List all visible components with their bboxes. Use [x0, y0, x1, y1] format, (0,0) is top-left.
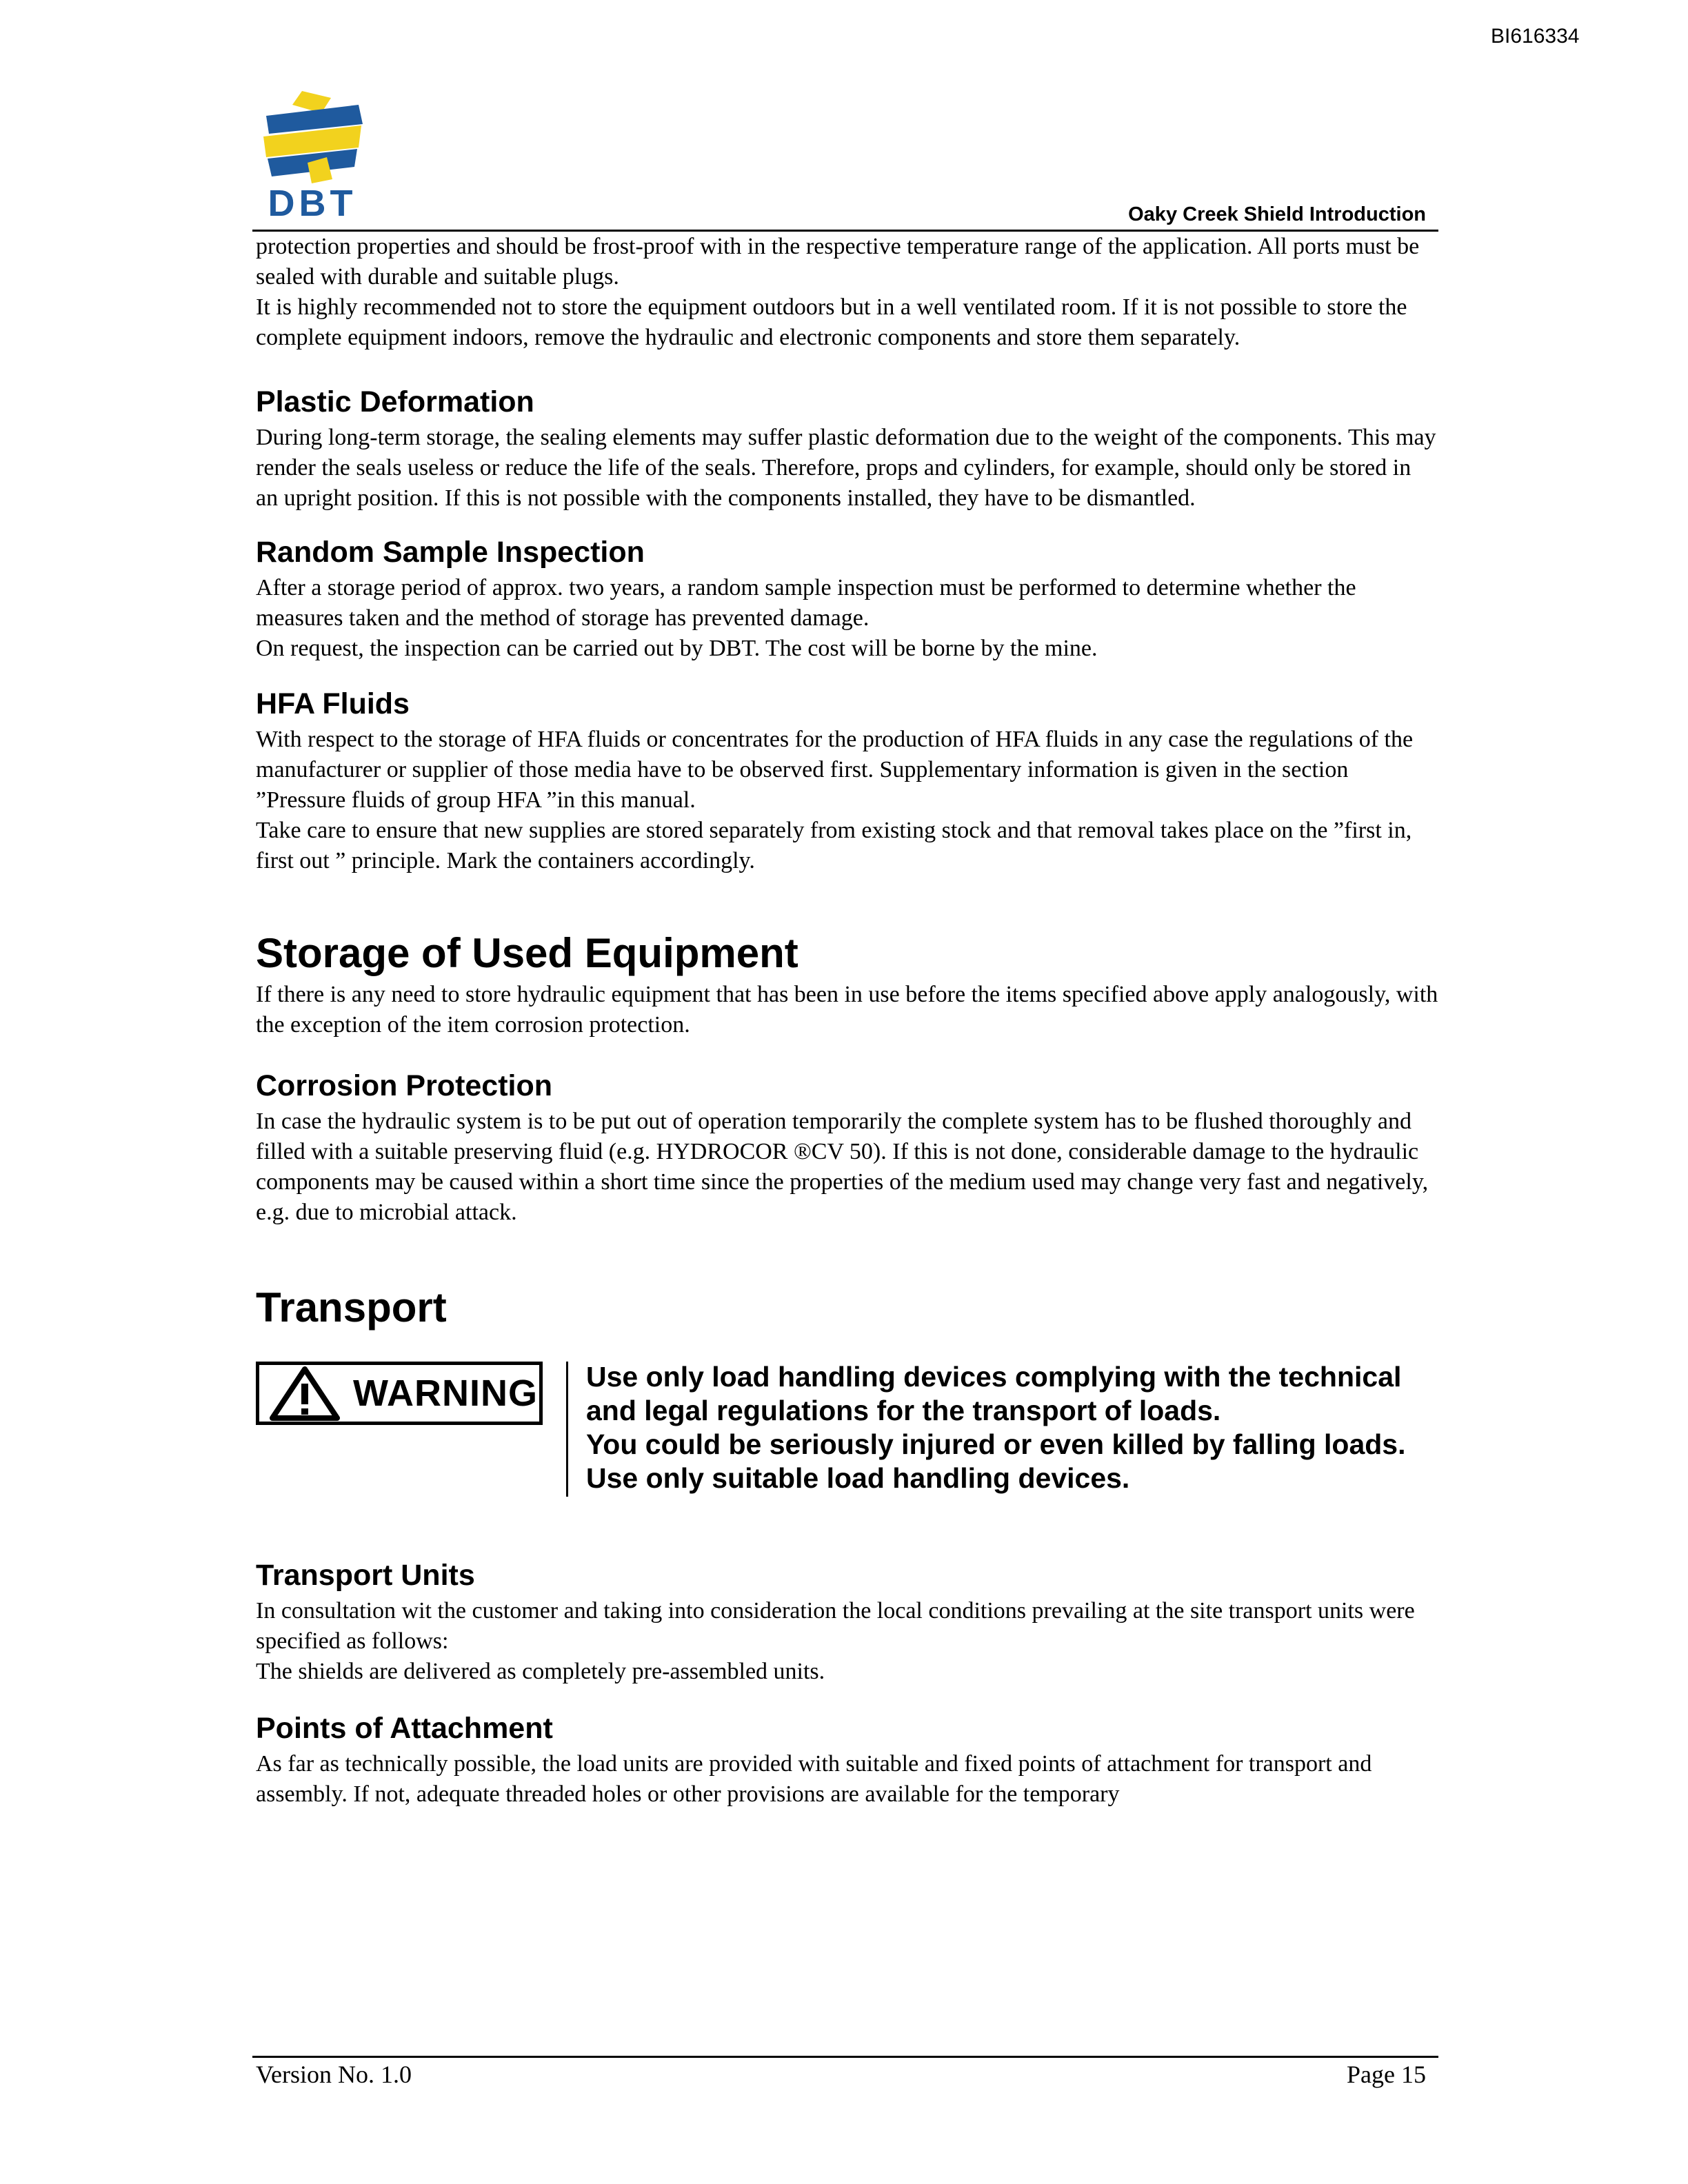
warning-text: [586, 1360, 1438, 1495]
heading-points-of-attachment: Points of Attachment: [256, 1712, 553, 1745]
header-title: Oaky Creek Shield Introduction: [1128, 203, 1426, 225]
page-content: [256, 232, 1438, 1810]
intro-paragraph: protection properties and should be frost-proof with in the respective temperature range of the application. All ports must be sealed with durable and suitable plugs.: [256, 234, 1420, 290]
warning-triangle-icon: [269, 1366, 341, 1421]
heading-hfa-fluids: HFA Fluids: [256, 687, 410, 720]
warning-divider: [566, 1362, 568, 1497]
footer-page-number: Page 15: [1347, 2061, 1426, 2088]
used-paragraph: If there is any need to store hydraulic equipment that has been in use before the items specified above apply analogously, with the exception of the item corrosion protection.: [256, 982, 1438, 1038]
hfa-paragraph: Take care to ensure that new supplies are stored separately from existing stock and that removal takes place on the ”first in, first out ” principle. Mark the containers accordingly.: [256, 818, 1412, 873]
warning-line: Use only load handling devices complying with the technical and legal regulations for the transport of loads.: [586, 1361, 1402, 1426]
dbt-logo-icon: [261, 91, 364, 229]
heading-transport: Transport: [256, 1284, 447, 1331]
warning-line: Use only suitable load handling devices.: [586, 1462, 1130, 1494]
warning-label: WARNING: [353, 1373, 538, 1414]
units-paragraph: In consultation wit the customer and taking into consideration the local conditions prevailing at the site transport units were specified as follows:: [256, 1598, 1415, 1654]
hfa-paragraph: With respect to the storage of HFA fluids or concentrates for the production of HFA fluids in any case the regulations of the manufacturer or supplier of those media have to be observed first. Supplementary information is given in the section ”Pressure fluids of group HFA ”in this manual.: [256, 727, 1414, 813]
plastic-paragraph: During long-term storage, the sealing elements may suffer plastic deformation due to the weight of the components. This may render the seals useless or reduce the life of the seals. Therefore, props and cylinders, for example, should only be stored in an upright position. If this is not possible with the components installed, they have to be dismantled.: [256, 425, 1436, 511]
heading-plastic-deformation: Plastic Deformation: [256, 385, 534, 418]
heading-random-sample-inspection: Random Sample Inspection: [256, 536, 645, 569]
warning-block: [256, 1362, 1438, 1497]
warning-badge: [256, 1362, 543, 1425]
heading-transport-units: Transport Units: [256, 1559, 475, 1592]
intro-paragraph: It is highly recommended not to store the equipment outdoors but in a well ventilated room. If it is not possible to store the complete equipment indoors, remove the hydraulic and electronic components and store them separately.: [256, 294, 1407, 350]
footer-version: Version No. 1.0: [256, 2061, 412, 2088]
heading-corrosion-protection: Corrosion Protection: [256, 1069, 553, 1102]
footer-rule: [252, 2056, 1438, 2058]
logo-graphic: [261, 91, 364, 185]
units-paragraph: The shields are delivered as completely pre-assembled units.: [256, 1659, 825, 1684]
attachment-paragraph: As far as technically possible, the load units are provided with suitable and fixed points of attachment for transport and assembly. If not, adequate threaded holes or other provisions are available for the temporary: [256, 1751, 1372, 1807]
corrosion-paragraph: In case the hydraulic system is to be put out of operation temporarily the complete system has to be flushed thoroughly and filled with a suitable preserving fluid (e.g. HYDROCOR ®CV 50). If this is not done, considerable damage to the hydraulic components may be caused within a short time since the properties of the medium used may change very fast and negatively, e.g. due to microbial attack.: [256, 1109, 1429, 1225]
logo-text: DBT: [268, 183, 357, 224]
random-paragraph: After a storage period of approx. two years, a random sample inspection must be performed to determine whether the measures taken and the method of storage has prevented damage.: [256, 575, 1356, 631]
random-paragraph: On request, the inspection can be carried out by DBT. The cost will be borne by the mine.: [256, 636, 1098, 661]
warning-line: You could be seriously injured or even killed by falling loads.: [586, 1428, 1406, 1460]
heading-storage-of-used-equipment: Storage of Used Equipment: [256, 930, 798, 976]
document-id: BI616334: [1491, 25, 1580, 48]
